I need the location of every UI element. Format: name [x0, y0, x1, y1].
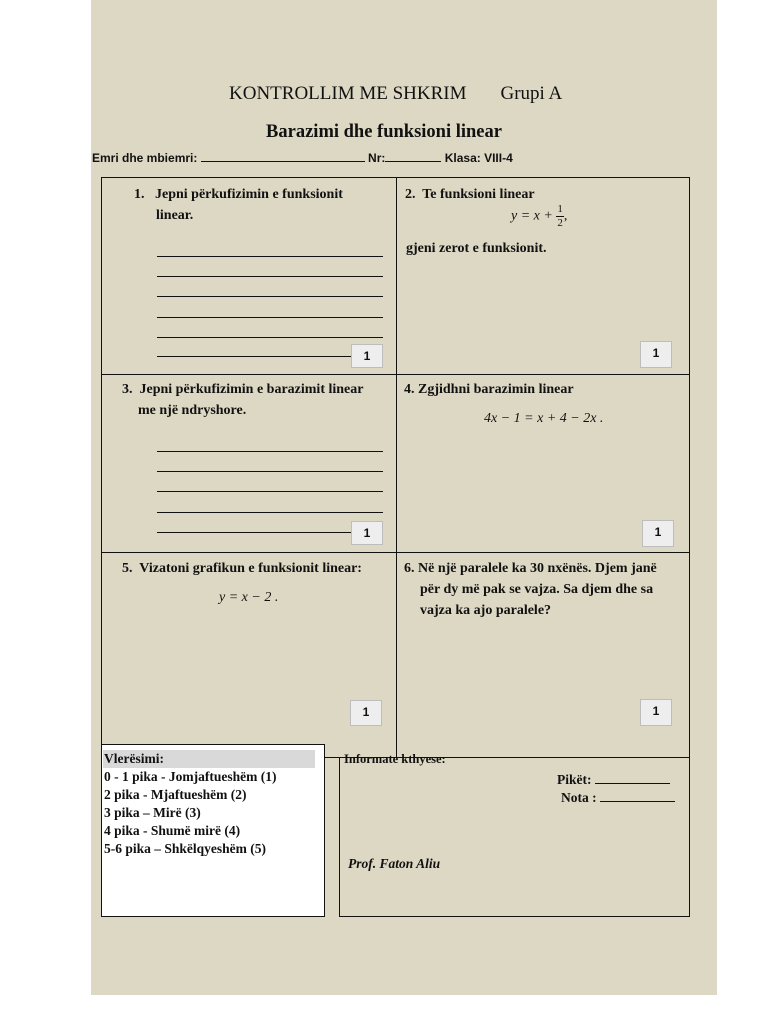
question-2-number: 2.: [405, 187, 416, 202]
question-6-text: Në një paralele ka 30 nxënës. Djem janë: [418, 561, 657, 576]
answer-line[interactable]: [157, 512, 383, 513]
evaluation-item: 2 pika - Mjaftueshëm (2): [104, 787, 247, 802]
evaluation-item: 5-6 pika – Shkëlqyeshëm (5): [104, 841, 267, 856]
question-3-text-2: me një ndryshore.: [138, 403, 247, 418]
question-4-number: 4.: [404, 382, 415, 397]
fraction: [556, 203, 564, 230]
number-blank[interactable]: [385, 151, 441, 162]
points-label: Pikët:: [557, 772, 592, 787]
formula-left: y = x +: [511, 208, 553, 224]
exam-title-text: KONTROLLIM ME SHKRIM: [229, 83, 467, 104]
answer-line[interactable]: [157, 532, 353, 533]
grade-blank[interactable]: [600, 801, 675, 802]
question-2-formula: [511, 203, 567, 230]
points-box: 1: [351, 344, 383, 368]
question-5-number: 5.: [122, 561, 133, 576]
answer-line[interactable]: [157, 356, 353, 357]
points-blank[interactable]: [595, 783, 670, 784]
formula-end: ,: [563, 208, 568, 224]
evaluation-item: 4 pika - Shumë mirë (4): [104, 823, 241, 838]
points-box: 1: [642, 520, 674, 547]
question-4-text: Zgjidhni barazimin linear: [418, 382, 574, 397]
exam-subtitle: Barazimi dhe funksioni linear: [266, 122, 502, 142]
question-2-text-2: gjeni zerot e funksionit.: [406, 241, 547, 256]
grade-label: Nota :: [561, 790, 597, 805]
question-4: [404, 379, 684, 400]
question-1-text: Jepni përkufizimin e funksionit: [155, 187, 343, 202]
teacher-name: Prof. Faton Aliu: [348, 856, 441, 871]
question-6-text-3: vajza ka ajo paralele?: [420, 603, 552, 618]
question-2: [405, 184, 685, 205]
points-box: 1: [350, 700, 382, 726]
question-1: [134, 184, 384, 226]
question-2-text: Te funksioni linear: [422, 187, 535, 202]
grade-field: [561, 790, 675, 806]
class-label: Klasa: VIII-4: [444, 151, 513, 165]
question-5: [122, 558, 392, 579]
question-6: [404, 558, 689, 621]
answer-line[interactable]: [157, 256, 383, 257]
points-box: 1: [640, 699, 672, 726]
points-box: 1: [640, 341, 672, 368]
answer-line[interactable]: [157, 296, 383, 297]
question-cell-5: [101, 552, 397, 758]
answer-line[interactable]: [157, 337, 383, 338]
answer-line[interactable]: [157, 451, 383, 452]
fraction-numerator: 1: [557, 203, 563, 215]
question-3: [122, 379, 392, 421]
evaluation-heading: Vlerësimi:: [103, 750, 315, 768]
answer-line[interactable]: [157, 471, 383, 472]
exam-title: [229, 83, 562, 105]
question-5-text: Vizatoni grafikun e funksionit linear:: [139, 561, 362, 576]
name-blank[interactable]: [201, 151, 365, 162]
fraction-denominator: 2: [557, 217, 563, 229]
question-5-formula: y = x − 2 .: [219, 590, 279, 605]
question-1-text-2: linear.: [156, 208, 194, 223]
feedback-heading: Informate kthyese:: [344, 752, 446, 766]
question-6-number: 6.: [404, 561, 415, 576]
answer-line[interactable]: [157, 491, 383, 492]
answer-line[interactable]: [157, 276, 383, 277]
exam-group: Grupi A: [500, 83, 563, 104]
student-info-line: [92, 151, 513, 165]
answer-line[interactable]: [157, 317, 383, 318]
name-label: Emri dhe mbiemri:: [92, 151, 198, 165]
question-3-number: 3.: [122, 382, 133, 397]
number-label: Nr:: [368, 151, 386, 165]
question-1-number: 1.: [134, 187, 145, 202]
points-field: [557, 772, 670, 788]
points-box: 1: [351, 521, 383, 545]
evaluation-item: 0 - 1 pika - Jomjaftueshëm (1): [104, 769, 277, 784]
question-4-formula: 4x − 1 = x + 4 − 2x .: [484, 411, 604, 426]
question-3-text: Jepni përkufizimin e barazimit linear: [139, 382, 364, 397]
question-6-text-2: për dy më pak se vajza. Sa djem dhe sa: [420, 582, 654, 597]
evaluation-item: 3 pika – Mirë (3): [104, 805, 201, 820]
